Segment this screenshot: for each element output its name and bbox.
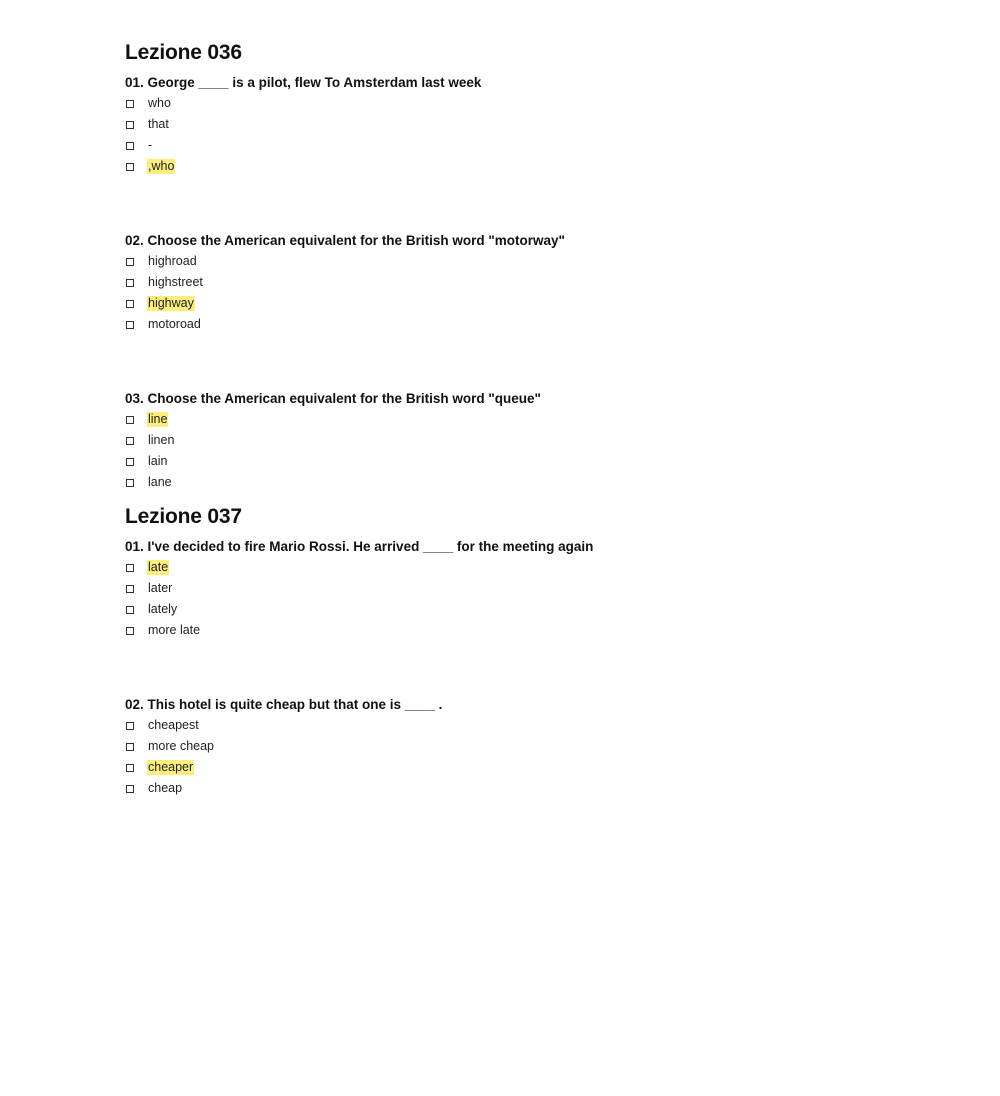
option-label: cheapest — [148, 718, 199, 732]
option[interactable] — [125, 778, 885, 799]
option-label: highway — [148, 296, 194, 310]
question-037-02 — [125, 694, 885, 799]
option-label: that — [148, 117, 169, 131]
checkbox-icon[interactable] — [126, 142, 134, 150]
options-list — [125, 93, 885, 177]
option-label: highstreet — [148, 275, 203, 289]
option-label: late — [148, 560, 169, 574]
option-label: later — [148, 581, 173, 595]
option-label: cheaper — [148, 760, 194, 774]
question-text: 03. Choose the American equivalent for the British word "queue" — [125, 391, 541, 406]
option[interactable] — [125, 93, 885, 114]
checkbox-icon[interactable] — [126, 479, 134, 487]
checkbox-icon[interactable] — [126, 279, 134, 287]
option[interactable] — [125, 736, 885, 757]
question-text: 02. This hotel is quite cheap but that one is ____ . — [125, 697, 443, 712]
checkbox-icon[interactable] — [126, 764, 134, 772]
option[interactable] — [125, 557, 885, 578]
option-label: lain — [148, 454, 168, 468]
option-label: line — [148, 412, 168, 426]
option[interactable] — [125, 135, 885, 156]
lesson-title: Lezione 037 — [125, 505, 242, 528]
checkbox-icon[interactable] — [126, 722, 134, 730]
question-text: 01. George ____ is a pilot, flew To Amsterdam last week — [125, 75, 482, 90]
options-list — [125, 557, 885, 641]
spacer — [125, 335, 885, 388]
checkbox-icon[interactable] — [126, 785, 134, 793]
option[interactable] — [125, 293, 885, 314]
option[interactable] — [125, 472, 885, 493]
options-list — [125, 251, 885, 335]
spacer — [125, 493, 885, 504]
option[interactable] — [125, 757, 885, 778]
option[interactable] — [125, 314, 885, 335]
option-label: lane — [148, 475, 172, 489]
checkbox-icon[interactable] — [126, 437, 134, 445]
option[interactable] — [125, 409, 885, 430]
checkbox-icon[interactable] — [126, 606, 134, 614]
spacer — [125, 177, 885, 230]
option-label: lately — [148, 602, 178, 616]
question-text: 01. I've decided to fire Mario Rossi. He arrived ____ for the meeting again — [125, 539, 594, 554]
question-036-03 — [125, 388, 885, 493]
option-label: motoroad — [148, 317, 201, 331]
question-036-01 — [125, 72, 885, 177]
option[interactable] — [125, 114, 885, 135]
option[interactable] — [125, 272, 885, 293]
checkbox-icon[interactable] — [126, 121, 134, 129]
checkbox-icon[interactable] — [126, 564, 134, 572]
checkbox-icon[interactable] — [126, 416, 134, 424]
option[interactable] — [125, 578, 885, 599]
option-label: linen — [148, 433, 175, 447]
checkbox-icon[interactable] — [126, 258, 134, 266]
checkbox-icon[interactable] — [126, 627, 134, 635]
lesson-037 — [125, 504, 885, 799]
checkbox-icon[interactable] — [126, 163, 134, 171]
option[interactable] — [125, 599, 885, 620]
option-label: highroad — [148, 254, 197, 268]
option[interactable] — [125, 156, 885, 177]
document — [125, 40, 885, 799]
option-label: who — [148, 96, 171, 110]
spacer — [125, 641, 885, 694]
question-text: 02. Choose the American equivalent for the British word "motorway" — [125, 233, 565, 248]
option-label: more late — [148, 623, 201, 637]
option[interactable] — [125, 430, 885, 451]
option[interactable] — [125, 251, 885, 272]
options-list — [125, 409, 885, 493]
checkbox-icon[interactable] — [126, 458, 134, 466]
question-036-02 — [125, 230, 885, 335]
lesson-title: Lezione 036 — [125, 41, 242, 64]
checkbox-icon[interactable] — [126, 300, 134, 308]
option-label: - — [148, 138, 153, 152]
option-label: ,who — [148, 159, 175, 173]
option[interactable] — [125, 620, 885, 641]
option-label: more cheap — [148, 739, 215, 753]
option[interactable] — [125, 451, 885, 472]
option-label: cheap — [148, 781, 183, 795]
option[interactable] — [125, 715, 885, 736]
options-list — [125, 715, 885, 799]
checkbox-icon[interactable] — [126, 585, 134, 593]
checkbox-icon[interactable] — [126, 100, 134, 108]
lesson-036 — [125, 40, 885, 493]
question-037-01 — [125, 536, 885, 641]
checkbox-icon[interactable] — [126, 321, 134, 329]
checkbox-icon[interactable] — [126, 743, 134, 751]
